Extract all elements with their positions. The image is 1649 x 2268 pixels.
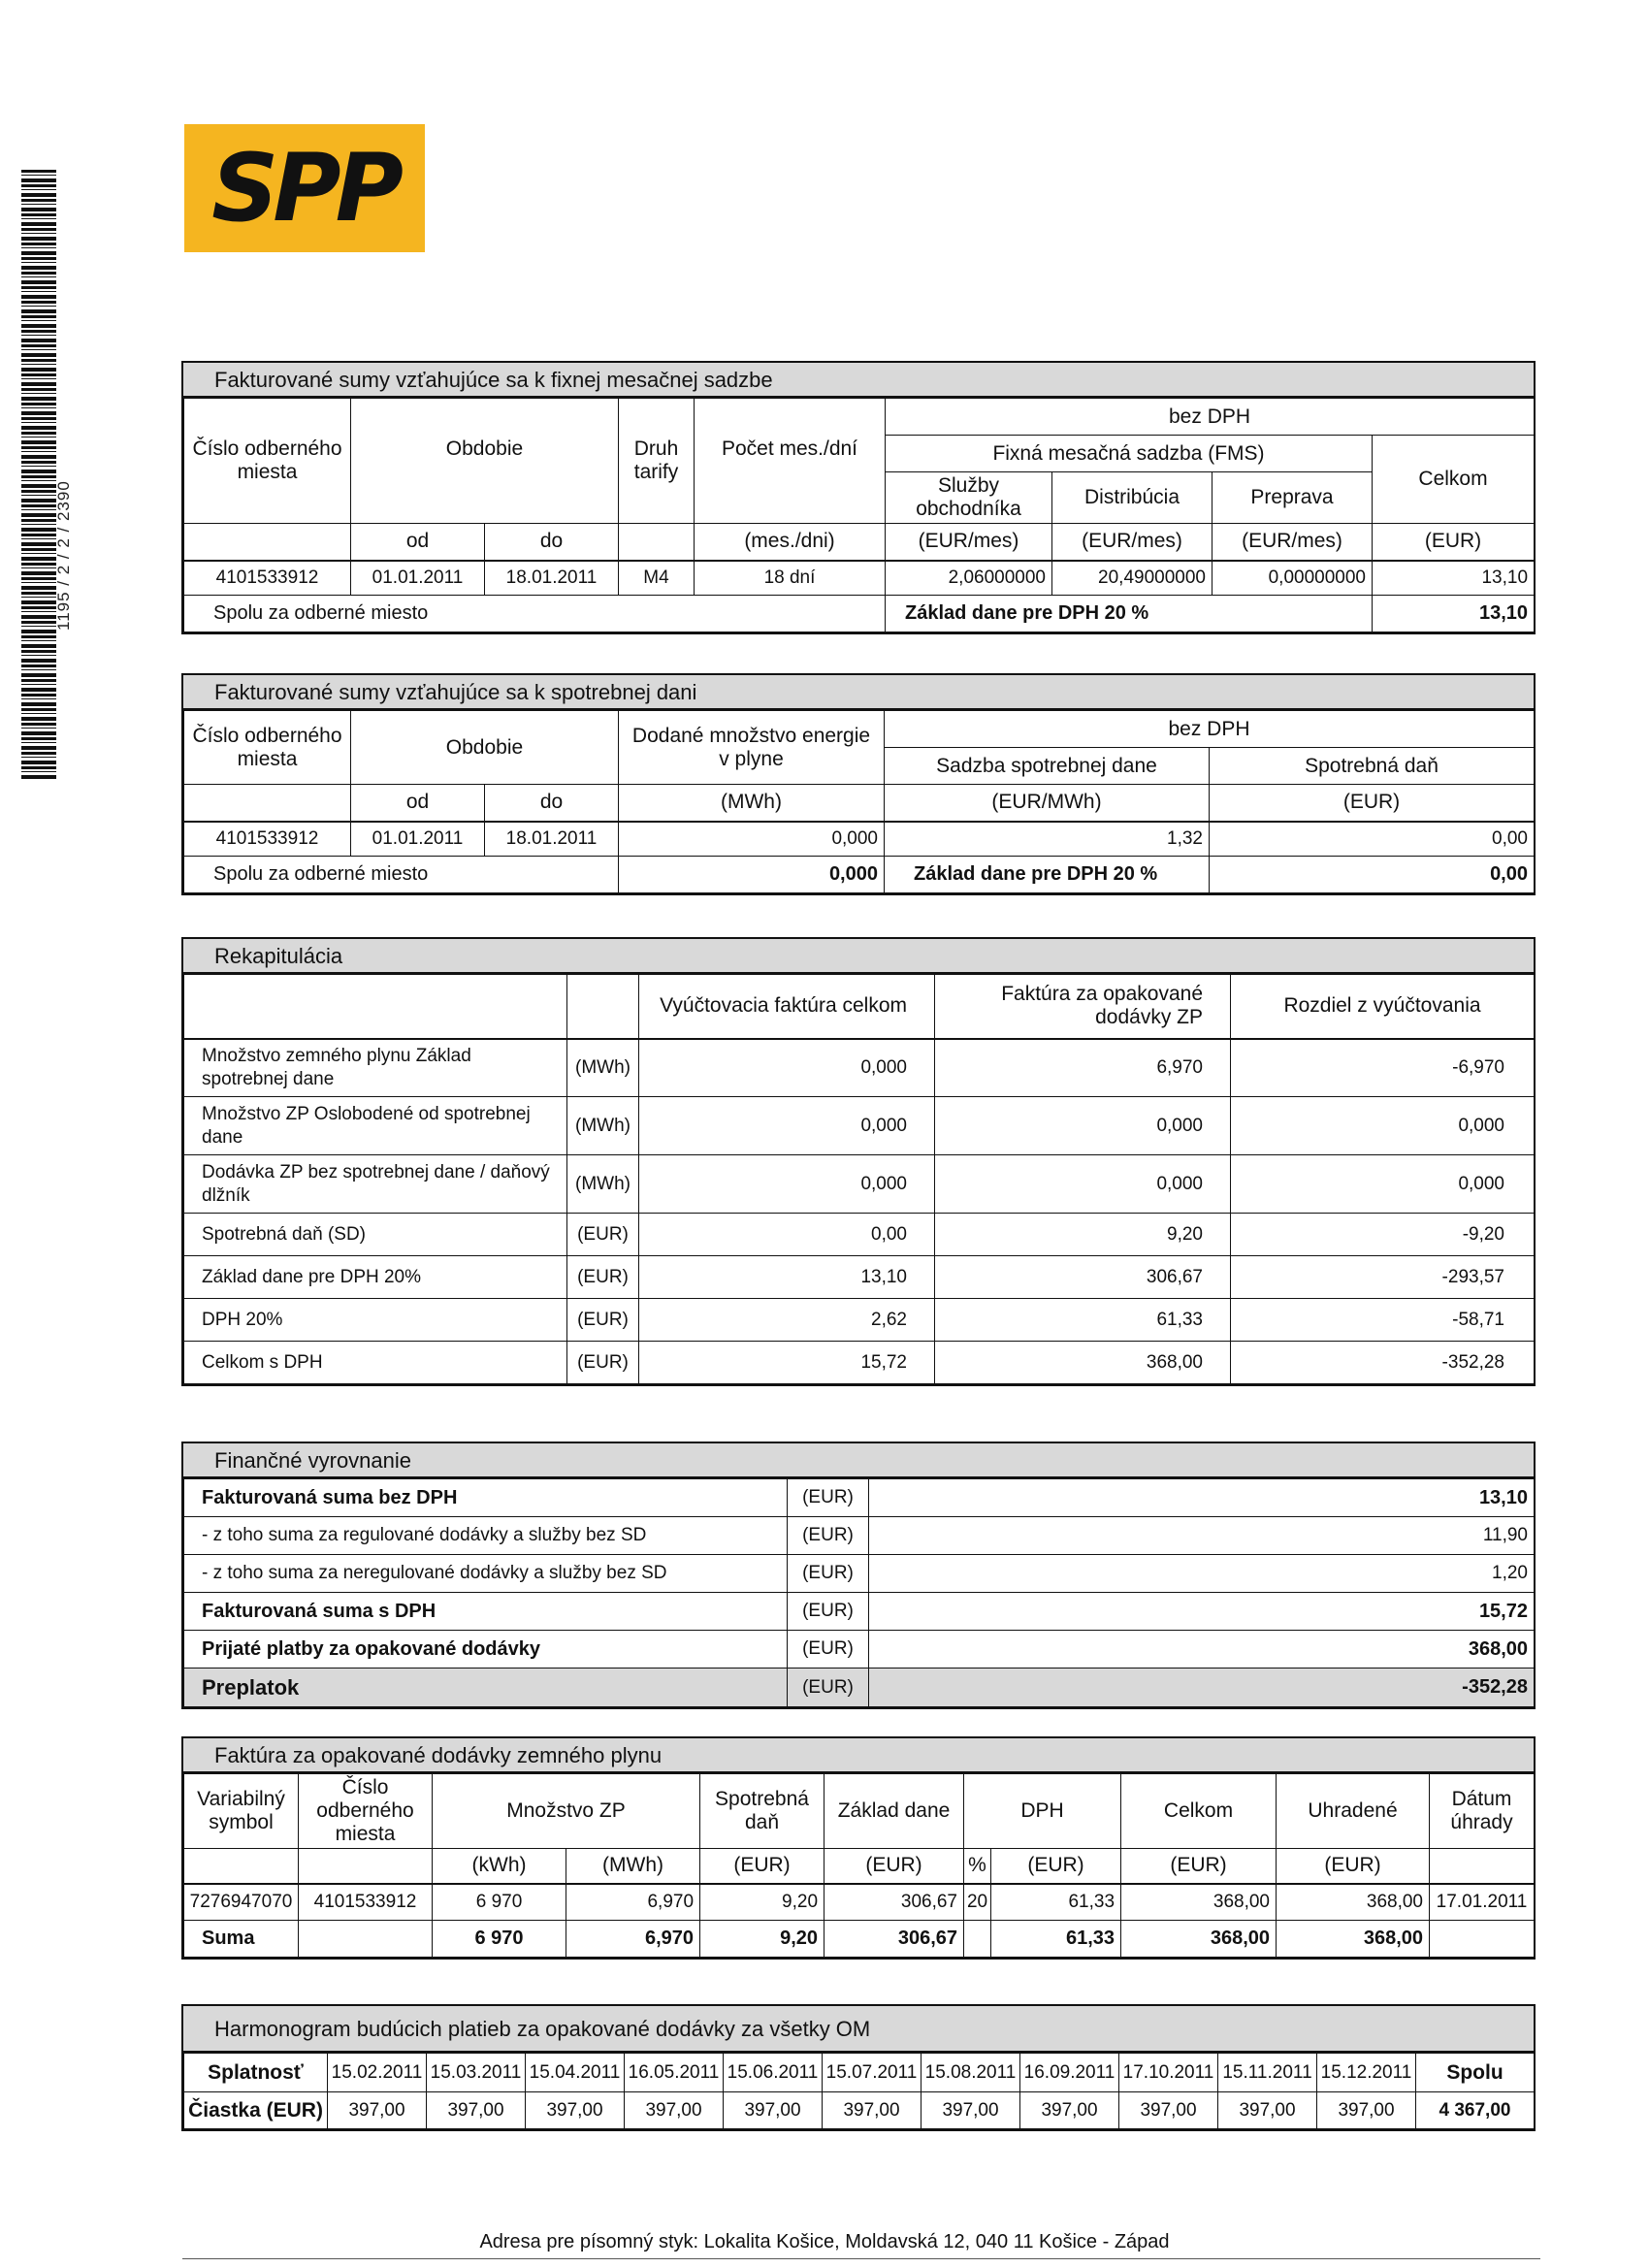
sd-u-mwh: (MWh) [619,785,885,822]
opak-h-dph: DPH [964,1774,1121,1849]
sd-u-od: od [351,785,485,822]
fms-do: 18.01.2011 [485,561,619,596]
fms-title: Fakturované sumy vzťahujúce sa k fixnej mesačnej sadzbe [183,363,1534,398]
fms-h-distribucia: Distribúcia [1052,472,1212,524]
fms-h-druh: Druh tarify [619,399,695,524]
opak-h-datum: Dátum úhrady [1430,1774,1535,1849]
sd-dan: 0,00 [1210,822,1535,857]
sd-spolu-value: 0,000 [619,857,885,893]
fin-row [184,1669,1535,1707]
fms-u-prepr: (EUR/mes) [1212,524,1373,561]
fms-table [183,398,1535,632]
opak-dph: 61,33 [991,1884,1121,1921]
sd-zaklad-value: 0,00 [1210,857,1535,893]
fin-label: - z toho suma za regulované dodávky a služby bez SD [184,1517,788,1555]
rek-vyuctovacia: 0,000 [639,1039,935,1097]
opak-section [181,1736,1536,1960]
fms-zaklad-label: Základ dane pre DPH 20 % [886,596,1373,632]
fin-unit: (EUR) [788,1631,869,1669]
spp-logo [184,124,425,252]
rek-opakovane: 368,00 [935,1342,1231,1384]
fms-celkom: 13,10 [1373,561,1535,596]
barcode-text: 1195 / 2 / 2 / 2390 [54,480,73,631]
fms-h-fms: Fixná mesačná sadzba (FMS) [886,436,1373,472]
rek-vyuctovacia: 0,000 [639,1155,935,1214]
sd-title: Fakturované sumy vzťahujúce sa k spotrebnej dani [183,675,1534,710]
rek-vyuctovacia: 13,10 [639,1256,935,1299]
harm-amount: 397,00 [625,2092,724,2129]
fms-u-pocet: (mes./dni) [695,524,886,561]
sd-h-bezdph: bez DPH [885,711,1535,748]
opak-row [184,1884,1535,1921]
harm-amount: 397,00 [1218,2092,1317,2129]
fin-value: 15,72 [869,1593,1535,1631]
harm-amount: 397,00 [1020,2092,1119,2129]
sd-u-eur: (EUR) [1210,785,1535,822]
opak-u-dph: (EUR) [991,1849,1121,1884]
harm-amount: 397,00 [427,2092,526,2129]
opak-suma-kwh: 6 970 [433,1921,566,1958]
rek-label: Množstvo zemného plynu Základ spotrebnej dane [184,1039,567,1097]
fin-unit: (EUR) [788,1479,869,1517]
opak-zaklad: 306,67 [824,1884,964,1921]
sd-section [181,673,1536,895]
harm-spolu-label: Spolu [1416,2054,1535,2092]
opak-u-pct: % [964,1849,991,1884]
opak-h-cislo: Číslo odberného miesta [299,1774,433,1849]
sd-u-eurmwh: (EUR/MWh) [885,785,1210,822]
sd-u-do: do [485,785,619,822]
rek-row [184,1256,1535,1299]
opak-h-zaklad: Základ dane [824,1774,964,1849]
rek-vyuctovacia: 15,72 [639,1342,935,1384]
harm-date: 15.12.2011 [1317,2054,1416,2092]
fin-table [183,1478,1535,1707]
rek-rozdiel: -9,20 [1231,1214,1535,1256]
logo-text: SPP [211,134,398,243]
fin-unit: (EUR) [788,1517,869,1555]
sd-sadzba: 1,32 [885,822,1210,857]
fms-sluzby: 2,06000000 [886,561,1052,596]
rek-unit: (EUR) [567,1299,639,1342]
rek-section [181,937,1536,1386]
fin-unit: (EUR) [788,1593,869,1631]
rek-h1: Vyúčtovacia faktúra celkom [639,975,935,1039]
opak-suma-celkom: 368,00 [1121,1921,1277,1958]
rek-row [184,1214,1535,1256]
fms-distr: 20,49000000 [1052,561,1212,596]
fin-unit: (EUR) [788,1669,869,1707]
rek-unit: (MWh) [567,1039,639,1097]
harm-date: 16.05.2011 [625,2054,724,2092]
rek-opakovane: 306,67 [935,1256,1231,1299]
rek-label: Množstvo ZP Oslobodené od spotrebnej dane [184,1097,567,1155]
fms-u-sluzby: (EUR/mes) [886,524,1052,561]
rek-label: Dodávka ZP bez spotrebnej dane / daňový dlžník [184,1155,567,1214]
harm-amount: 397,00 [526,2092,625,2129]
opak-suma-dph: 61,33 [991,1921,1121,1958]
rek-vyuctovacia: 0,00 [639,1214,935,1256]
opak-mwh: 6,970 [566,1884,700,1921]
harm-date: 15.02.2011 [328,2054,427,2092]
fms-h-obdobie: Obdobie [351,399,619,524]
fin-title: Finančné vyrovnanie [183,1443,1534,1478]
opak-suma-zaklad: 306,67 [824,1921,964,1958]
opak-kwh: 6 970 [433,1884,566,1921]
rek-rozdiel: -6,970 [1231,1039,1535,1097]
barcode [21,170,56,781]
harm-spolu-value: 4 367,00 [1416,2092,1535,2129]
sd-h-dan: Spotrebná daň [1210,748,1535,785]
rek-label: Spotrebná daň (SD) [184,1214,567,1256]
rek-row [184,1299,1535,1342]
fin-section [181,1442,1536,1709]
sd-h-cislo: Číslo odberného miesta [184,711,351,785]
fms-row [184,561,1535,596]
opak-u-kwh: (kWh) [433,1849,566,1884]
opak-u-mwh: (MWh) [566,1849,700,1884]
fms-h-celkom: Celkom [1373,436,1535,524]
rek-opakovane: 61,33 [935,1299,1231,1342]
opak-h-mnozstvo: Množstvo ZP [433,1774,700,1849]
harm-date: 15.04.2011 [526,2054,625,2092]
opak-suma-mwh: 6,970 [566,1921,700,1958]
fms-u-distr: (EUR/mes) [1052,524,1212,561]
fms-h-pocet: Počet mes./dní [695,399,886,524]
fin-value: 368,00 [869,1631,1535,1669]
fin-row [184,1631,1535,1669]
fin-value: 11,90 [869,1517,1535,1555]
rek-label: DPH 20% [184,1299,567,1342]
harm-date: 15.06.2011 [724,2054,823,2092]
fms-zaklad-value: 13,10 [1373,596,1535,632]
opak-u-zaklad: (EUR) [824,1849,964,1884]
fms-spolu: Spolu za odberné miesto [184,596,886,632]
harm-date: 15.08.2011 [922,2054,1020,2092]
rek-h2: Faktúra za opakované dodávky ZP [935,975,1231,1039]
rek-opakovane: 6,970 [935,1039,1231,1097]
opak-suma-label: Suma [184,1921,299,1958]
fin-value: -352,28 [869,1669,1535,1707]
sd-cislo: 4101533912 [184,822,351,857]
harm-section [181,2004,1536,2131]
opak-h-vs: Variabilný symbol [184,1774,299,1849]
fin-value: 13,10 [869,1479,1535,1517]
rek-label: Základ dane pre DPH 20% [184,1256,567,1299]
rek-unit: (EUR) [567,1256,639,1299]
harm-splatnost-label: Splatnosť [184,2054,328,2092]
rek-unit: (MWh) [567,1155,639,1214]
fin-label: Prijaté platby za opakované dodávky [184,1631,788,1669]
opak-cislo: 4101533912 [299,1884,433,1921]
opak-u-sd: (EUR) [700,1849,824,1884]
harm-date: 15.03.2011 [427,2054,526,2092]
rek-table [183,974,1535,1384]
sd-table [183,710,1535,893]
fin-unit: (EUR) [788,1555,869,1593]
opak-datum: 17.01.2011 [1430,1884,1535,1921]
opak-title: Faktúra za opakované dodávky zemného plynu [183,1738,1534,1773]
opak-h-uhradene: Uhradené [1277,1774,1430,1849]
harm-title: Harmonogram budúcich platieb za opakované dodávky za všetky OM [183,2006,1534,2053]
harm-amount: 397,00 [1119,2092,1218,2129]
rek-label: Celkom s DPH [184,1342,567,1384]
opak-suma-uhr: 368,00 [1277,1921,1430,1958]
fms-pocet: 18 dní [695,561,886,596]
sd-mnozstvo: 0,000 [619,822,885,857]
fms-u-od: od [351,524,485,561]
harm-date: 15.07.2011 [823,2054,922,2092]
opak-uhr: 368,00 [1277,1884,1430,1921]
opak-suma-row [184,1921,1535,1958]
harm-amount: 397,00 [724,2092,823,2129]
rek-rozdiel: -352,28 [1231,1342,1535,1384]
sd-zaklad-label: Základ dane pre DPH 20 % [885,857,1210,893]
fms-u-do: do [485,524,619,561]
rek-unit: (EUR) [567,1342,639,1384]
harm-amount: 397,00 [823,2092,922,2129]
fin-label: Fakturovaná suma s DPH [184,1593,788,1631]
fin-label: Preplatok [184,1669,788,1707]
fin-value: 1,20 [869,1555,1535,1593]
harm-amount: 397,00 [922,2092,1020,2129]
rek-row [184,1342,1535,1384]
footer-line [182,2258,1540,2259]
rek-rozdiel: 0,000 [1231,1097,1535,1155]
harm-amount: 397,00 [328,2092,427,2129]
opak-vs: 7276947070 [184,1884,299,1921]
footer-address: Adresa pre písomný styk: Lokalita Košice, Moldavská 12, 040 11 Košice - Západ [479,2231,1170,2252]
fin-row [184,1555,1535,1593]
opak-h-sd: Spotrebná daň [700,1774,824,1849]
fms-h-sluzby: Služby obchodníka [886,472,1052,524]
opak-table [183,1773,1535,1958]
rek-row [184,1155,1535,1214]
sd-do: 18.01.2011 [485,822,619,857]
rek-opakovane: 0,000 [935,1097,1231,1155]
harm-date: 16.09.2011 [1020,2054,1119,2092]
sd-h-dodane: Dodané množstvo energie v plyne [619,711,885,785]
fms-u-celkom: (EUR) [1373,524,1535,561]
fms-cislo: 4101533912 [184,561,351,596]
sd-row [184,822,1535,857]
fin-row [184,1517,1535,1555]
opak-u-celkom: (EUR) [1121,1849,1277,1884]
fms-prepr: 0,00000000 [1212,561,1373,596]
rek-rozdiel: -58,71 [1231,1299,1535,1342]
fin-row [184,1479,1535,1517]
rek-opakovane: 0,000 [935,1155,1231,1214]
harm-date: 15.11.2011 [1218,2054,1317,2092]
harm-date: 17.10.2011 [1119,2054,1218,2092]
harm-table [183,2053,1535,2129]
fms-h-cislo: Číslo odberného miesta [184,399,351,524]
rek-row [184,1039,1535,1097]
rek-rozdiel: -293,57 [1231,1256,1535,1299]
fms-druh: M4 [619,561,695,596]
opak-suma-sd: 9,20 [700,1921,824,1958]
rek-opakovane: 9,20 [935,1214,1231,1256]
fin-label: Fakturovaná suma bez DPH [184,1479,788,1517]
sd-od: 01.01.2011 [351,822,485,857]
rek-unit: (MWh) [567,1097,639,1155]
rek-unit: (EUR) [567,1214,639,1256]
sd-spolu: Spolu za odberné miesto [184,857,619,893]
opak-u-uhr: (EUR) [1277,1849,1430,1884]
sd-h-sadzba: Sadzba spotrebnej dane [885,748,1210,785]
fms-h-bezdph: bez DPH [886,399,1535,436]
opak-celkom: 368,00 [1121,1884,1277,1921]
fms-h-preprava: Preprava [1212,472,1373,524]
rek-vyuctovacia: 2,62 [639,1299,935,1342]
opak-h-celkom: Celkom [1121,1774,1277,1849]
fms-section [181,361,1536,634]
rek-rozdiel: 0,000 [1231,1155,1535,1214]
rek-h3: Rozdiel z vyúčtovania [1231,975,1535,1039]
opak-sd: 9,20 [700,1884,824,1921]
fin-label: - z toho suma za neregulované dodávky a služby bez SD [184,1555,788,1593]
opak-pct: 20 [964,1884,991,1921]
sd-h-obdobie: Obdobie [351,711,619,785]
rek-title: Rekapitulácia [183,939,1534,974]
fin-row [184,1593,1535,1631]
rek-vyuctovacia: 0,000 [639,1097,935,1155]
fms-od: 01.01.2011 [351,561,485,596]
harm-amount: 397,00 [1317,2092,1416,2129]
rek-row [184,1097,1535,1155]
harm-ciastka-label: Čiastka (EUR) [184,2092,328,2129]
